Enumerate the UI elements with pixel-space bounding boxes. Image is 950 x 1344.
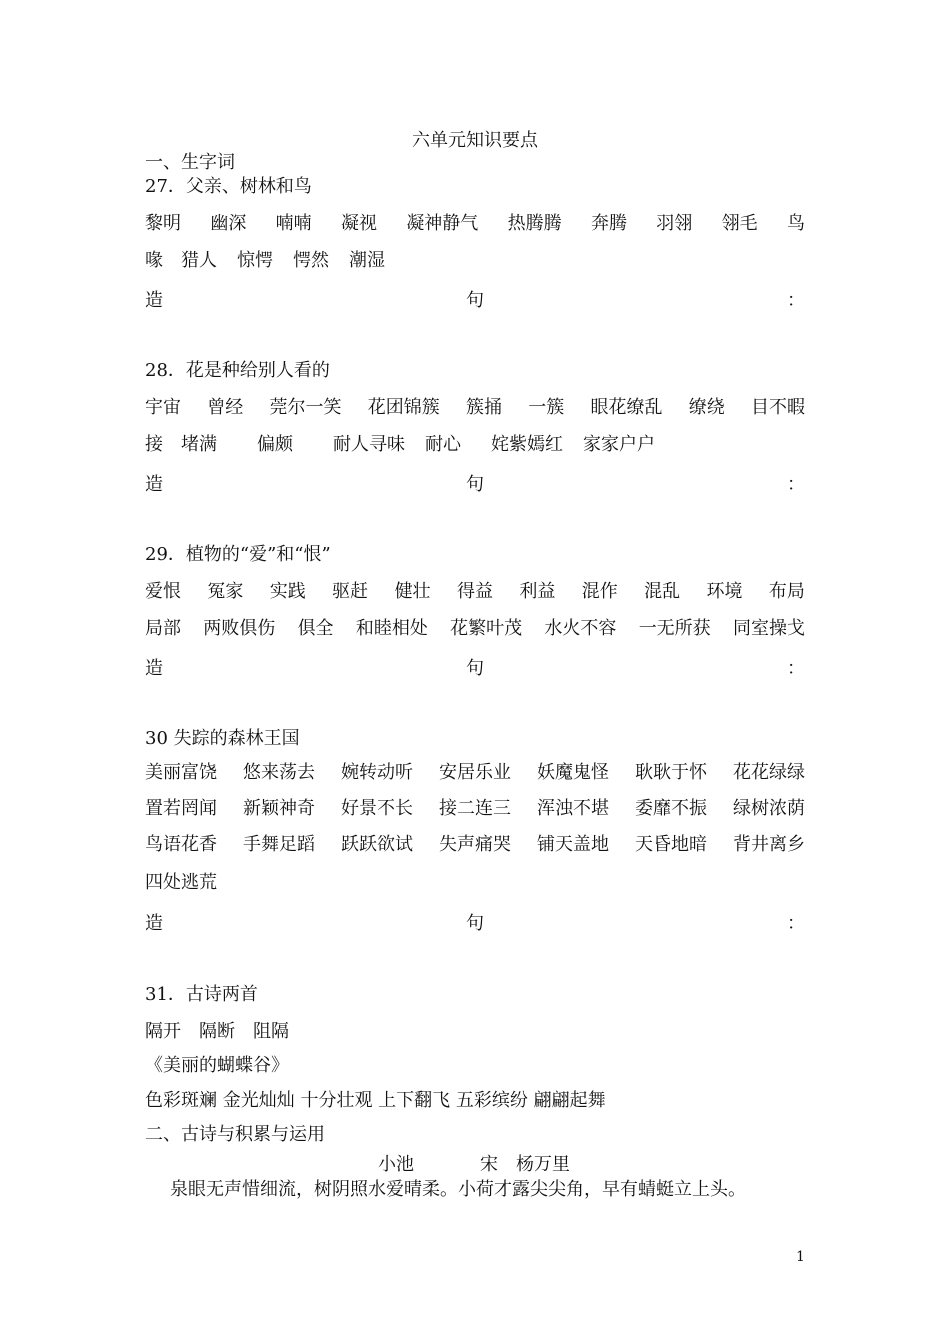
zaoju-label-zao: 造 [145,474,163,495]
word: 喃喃 [275,213,312,234]
lesson-30-words-row-1 [145,762,805,784]
section-heading-vocabulary: 一、生字词 [145,152,235,173]
word: 喙 [145,250,163,271]
word: 宇宙 [145,397,181,418]
lesson-28-words-row-2 [145,434,655,456]
lesson-31-words-2: 色彩斑斓 金光灿灿 十分壮观 上下翻飞 五彩缤纷 翩翩起舞 [145,1090,606,1111]
word: 手舞足蹈 [243,834,315,855]
zaoju-label-zao: 造 [145,290,163,311]
zaoju-label-ju: 句 [466,474,484,495]
poem-title: 小池 [378,1154,414,1175]
lesson-28-heading: 28．花是种给别人看的 [145,360,330,381]
zaoju-colon: ： [787,290,805,311]
word: 爱恨 [145,581,181,602]
word: 潮湿 [349,250,385,271]
word: 好景不长 [341,798,413,819]
word: 耐心 [425,434,461,455]
word: 家家户户 [583,434,655,455]
lesson-30-heading: 30 失踪的森林王国 [145,728,300,749]
word: 四处逃荒 [145,872,217,893]
lesson-29-heading: 29．植物的“爱”和“恨” [145,544,331,565]
word: 混作 [581,581,618,602]
zaoju-colon: ： [787,658,805,679]
lesson-27-heading: 27．父亲、树林和鸟 [145,176,312,197]
word: 安居乐业 [439,762,511,783]
lesson-29-words-row-2 [145,618,805,640]
word: 猎人 [181,250,217,271]
zaoju-label-ju: 句 [466,290,484,311]
word: 一无所获 [638,618,711,639]
poem-author: 宋 杨万里 [480,1154,570,1175]
word: 羽翎 [656,213,693,234]
word: 鸟 [786,213,805,234]
word: 局部 [145,618,181,639]
word: 水火不容 [544,618,617,639]
lesson-31-subtitle: 《美丽的蝴蝶谷》 [145,1055,289,1076]
poem-text: 泉眼无声惜细流，树阴照水爱晴柔。小荷才露尖尖角，早有蜻蜓立上头。 [170,1179,746,1200]
word: 凝视 [340,213,377,234]
word: 跃跃欲试 [341,834,413,855]
word: 簇捅 [466,397,502,418]
lesson-27-words-row-2 [145,250,385,272]
word: 愕然 [293,250,329,271]
zaoju-label-zao: 造 [145,658,163,679]
word: 缭绕 [688,397,725,418]
word: 美丽富饶 [145,762,217,783]
zaoju-colon: ： [787,474,805,495]
lesson-30-words-row-4 [145,872,217,894]
lesson-30-words-row-3 [145,834,805,856]
word: 目不暇 [751,397,805,418]
word: 背井离乡 [733,834,805,855]
word: 新颖神奇 [243,798,315,819]
word: 婉转动听 [341,762,413,783]
word: 利益 [519,581,556,602]
word: 热腾腾 [507,213,562,234]
word: 天昏地暗 [635,834,707,855]
word: 花花绿绿 [733,762,805,783]
word: 环境 [706,581,743,602]
word: 健壮 [394,581,431,602]
lesson-27-words-row-1 [145,213,805,235]
word: 偏颇 [257,434,293,455]
word: 耐人寻味 [333,434,405,455]
word: 接 [145,434,163,455]
word: 失声痛哭 [439,834,511,855]
word: 幽深 [210,213,247,234]
word: 绿树浓荫 [733,798,805,819]
word: 悠来荡去 [243,762,315,783]
word: 俱全 [297,618,334,639]
zaoju-colon: ： [787,913,805,934]
word: 置若罔闻 [145,798,217,819]
word: 凝神静气 [406,213,479,234]
word: 得益 [456,581,493,602]
word: 妖魔鬼怪 [537,762,609,783]
word: 冤家 [207,581,244,602]
page-title: 六单元知识要点 [412,130,538,151]
page-number: 1 [796,1249,805,1265]
word: 鸟语花香 [145,834,217,855]
word: 接二连三 [439,798,511,819]
lesson-31-heading: 31．古诗两首 [145,984,258,1005]
lesson-29-words-row-1 [145,581,805,603]
word: 姹紫嫣红 [491,434,563,455]
lesson-28-words-row-1 [145,397,805,419]
word: 混乱 [644,581,681,602]
word: 花团锦簇 [367,397,440,418]
word: 莞尔一笑 [269,397,342,418]
word: 黎明 [145,213,181,234]
zaoju-label-zao: 造 [145,913,163,934]
word: 浑浊不堪 [537,798,609,819]
word: 惊愕 [237,250,273,271]
word: 布局 [768,581,805,602]
word: 一簇 [528,397,565,418]
word: 翎毛 [721,213,758,234]
word: 耿耿于怀 [635,762,707,783]
zaoju-label-ju: 句 [466,658,484,679]
lesson-30-words-row-2 [145,798,805,820]
lesson-31-words: 隔开 隔断 阻隔 [145,1021,289,1042]
word: 堵满 [181,434,217,455]
section-heading-poetry: 二、古诗与积累与运用 [145,1124,325,1145]
word: 驱赶 [332,581,369,602]
word: 花繁叶茂 [450,618,523,639]
word: 同室操戈 [732,618,805,639]
word: 眼花缭乱 [590,397,663,418]
zaoju-label-ju: 句 [466,913,484,934]
word: 两败俱伤 [203,618,276,639]
word: 实践 [269,581,306,602]
word: 铺天盖地 [537,834,609,855]
word: 和睦相处 [355,618,428,639]
word: 曾经 [207,397,244,418]
word: 奔腾 [590,213,627,234]
word: 委靡不振 [635,798,707,819]
